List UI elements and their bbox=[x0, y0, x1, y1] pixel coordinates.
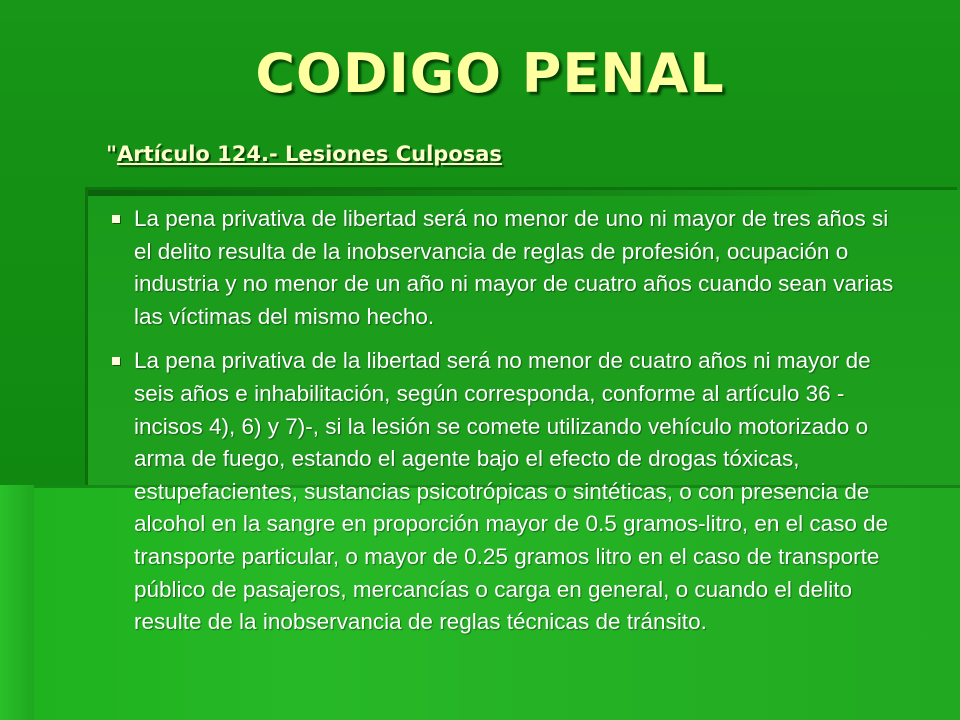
slide-title: CODIGO PENAL bbox=[255, 42, 725, 105]
slide-subtitle bbox=[106, 142, 502, 166]
list-item bbox=[100, 345, 910, 638]
paragraph-text: La pena privativa de libertad será no menor de uno ni mayor de tres años si el delito resulta de la inobservancia de reglas de profesión, ocupación o industria y no menor de un año ni mayor de cuatro años cuando sean varias las víctimas del mismo hecho. bbox=[134, 206, 894, 329]
background-panel-lower-left bbox=[0, 485, 34, 720]
square-bullet-icon bbox=[112, 215, 120, 223]
subtitle-quote-mark: " bbox=[106, 142, 117, 166]
list-item bbox=[100, 203, 910, 333]
subtitle-text: Artículo 124.- Lesiones Culposas bbox=[116, 142, 502, 166]
paragraph-text: La pena privativa de la libertad será no menor de cuatro años ni mayor de seis años e inhabilitación, según corresponda, conforme al artículo 36 -incisos 4), 6) y 7)-, si la lesión se comete utilizando vehículo motorizado o arma de fuego, estando el agente bajo el efecto de drogas tóxicas, estupefacientes, sustancias psicotrópicas o sintéticas, o con presencia de alcohol en la sangre en proporción mayor de 0.5 gramos-litro, en el caso de transporte particular, o mayor de 0.25 gramos litro en el caso de transporte público de pasajeros, mercancías o carga en general, o cuando el delito resulte de la inobservancia de reglas técnicas de tránsito. bbox=[134, 348, 889, 635]
background-panel-edge bbox=[88, 190, 856, 196]
article-paragraph-list bbox=[100, 203, 910, 651]
square-bullet-icon bbox=[112, 357, 120, 365]
